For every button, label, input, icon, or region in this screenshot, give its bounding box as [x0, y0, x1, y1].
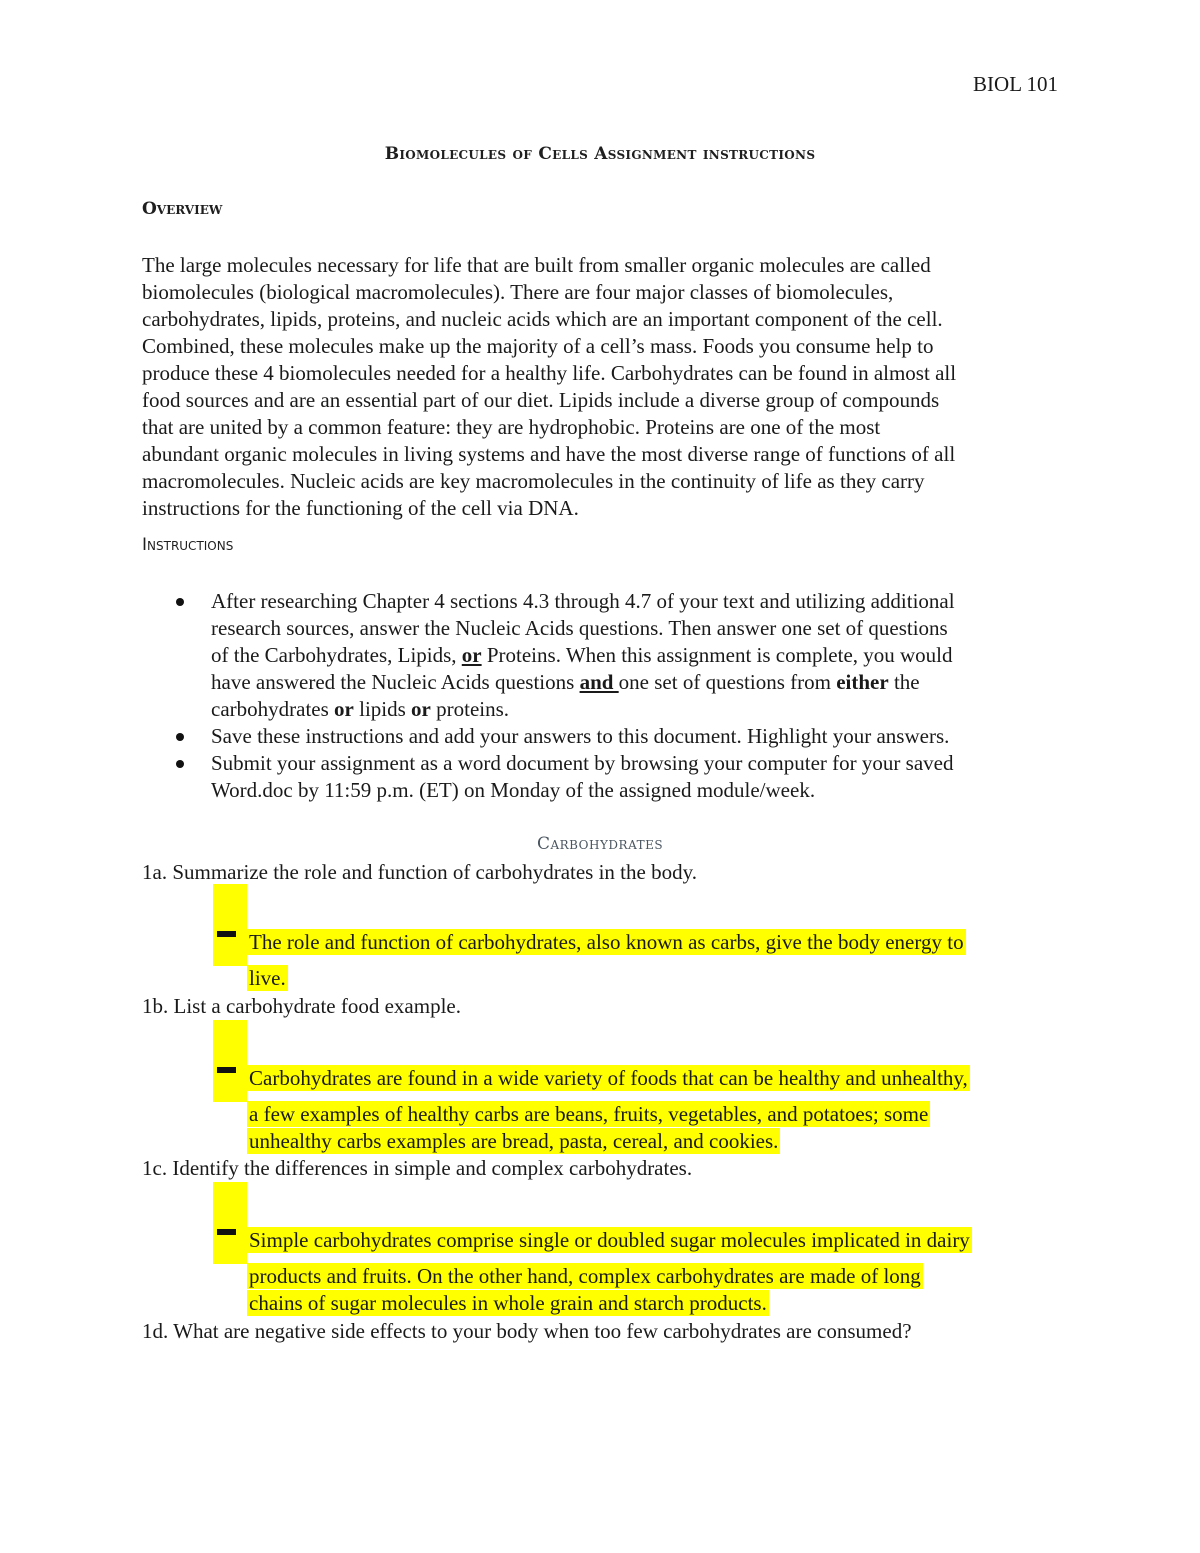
dash-icon [217, 931, 236, 937]
question-1a: 1a. Summarize the role and function of carbohydrates in the body. [142, 860, 697, 884]
bullet-icon [176, 733, 184, 741]
question-1c: 1c. Identify the differences in simple and complex carbohydrates. [142, 1156, 693, 1180]
dash-icon [217, 1229, 236, 1235]
answer-line: a few examples of healthy carbs are beans, fruits, vegetables, and potatoes; some [249, 1102, 929, 1126]
instructions-heading: Instructions [142, 535, 234, 555]
bullet-icon [176, 598, 184, 606]
overview-line: abundant organic molecules in living systems and have the most diverse range of functions of all [142, 442, 956, 466]
bullet-line: of the Carbohydrates, Lipids, or Proteins. When this assignment is complete, you would [211, 643, 953, 667]
bullet-line: After researching Chapter 4 sections 4.3 through 4.7 of your text and utilizing additional [211, 589, 955, 613]
overview-paragraph [142, 252, 1082, 522]
answer-line: chains of sugar molecules in whole grain and starch products. [249, 1291, 767, 1315]
carbohydrates-heading: Carbohydrates [536, 834, 664, 854]
bullet-line: research sources, answer the Nucleic Acids questions. Then answer one set of questions [211, 616, 948, 640]
question-1b: 1b. List a carbohydrate food example. [142, 994, 461, 1018]
overview-line: Combined, these molecules make up the majority of a cell’s mass. Foods you consume help to [142, 334, 934, 358]
answer-line: Carbohydrates are found in a wide variety of foods that can be healthy and unhealthy, [249, 1066, 968, 1090]
overview-heading: Overview [142, 199, 223, 219]
list-item [142, 723, 1082, 750]
answer-highlight-marker [213, 1020, 247, 1102]
overview-line: biomolecules (biological macromolecules). There are four major classes of biomolecules, [142, 280, 894, 304]
overview-line: food sources and are an essential part of our diet. Lipids include a diverse group of compounds [142, 388, 940, 412]
document-title: Biomolecules of Cells Assignment instructions [384, 144, 816, 164]
instructions-list [142, 588, 1082, 804]
bullet-line: Submit your assignment as a word document by browsing your computer for your saved [211, 751, 954, 775]
bullet-icon [176, 760, 184, 768]
answer-line: products and fruits. On the other hand, complex carbohydrates are made of long [249, 1264, 921, 1288]
list-item [142, 750, 1082, 804]
question-1d: 1d. What are negative side effects to your body when too few carbohydrates are consumed? [142, 1319, 912, 1343]
overview-line: that are united by a common feature: they are hydrophobic. Proteins are one of the most [142, 415, 881, 439]
list-item [142, 588, 1082, 723]
answer-line: Simple carbohydrates comprise single or doubled sugar molecules implicated in dairy [249, 1228, 970, 1252]
answer-line: unhealthy carbs examples are bread, pasta, cereal, and cookies. [249, 1129, 779, 1153]
answer-line: live. [249, 966, 286, 990]
bullet-line: Save these instructions and add your answers to this document. Highlight your answers. [211, 724, 950, 748]
bullet-line: have answered the Nucleic Acids questions and one set of questions from either the [211, 670, 920, 694]
bullet-line: Word.doc by 11:59 p.m. (ET) on Monday of the assigned module/week. [211, 778, 816, 802]
overview-line: The large molecules necessary for life that are built from smaller organic molecules are called [142, 253, 931, 277]
answer-highlight-marker [213, 1182, 247, 1264]
bullet-line: carbohydrates or lipids or proteins. [211, 697, 510, 721]
answer-highlight-marker [213, 884, 247, 966]
answer-line: The role and function of carbohydrates, also known as carbs, give the body energy to [249, 930, 964, 954]
overview-line: produce these 4 biomolecules needed for a healthy life. Carbohydrates can be found in almost all [142, 361, 957, 385]
dash-icon [217, 1067, 236, 1073]
overview-line: instructions for the functioning of the cell via DNA. [142, 496, 579, 520]
overview-line: macromolecules. Nucleic acids are key macromolecules in the continuity of life as they carry [142, 469, 925, 493]
overview-line: carbohydrates, lipids, proteins, and nucleic acids which are an important component of the cell. [142, 307, 943, 331]
course-code: BIOL 101 [973, 72, 1058, 96]
